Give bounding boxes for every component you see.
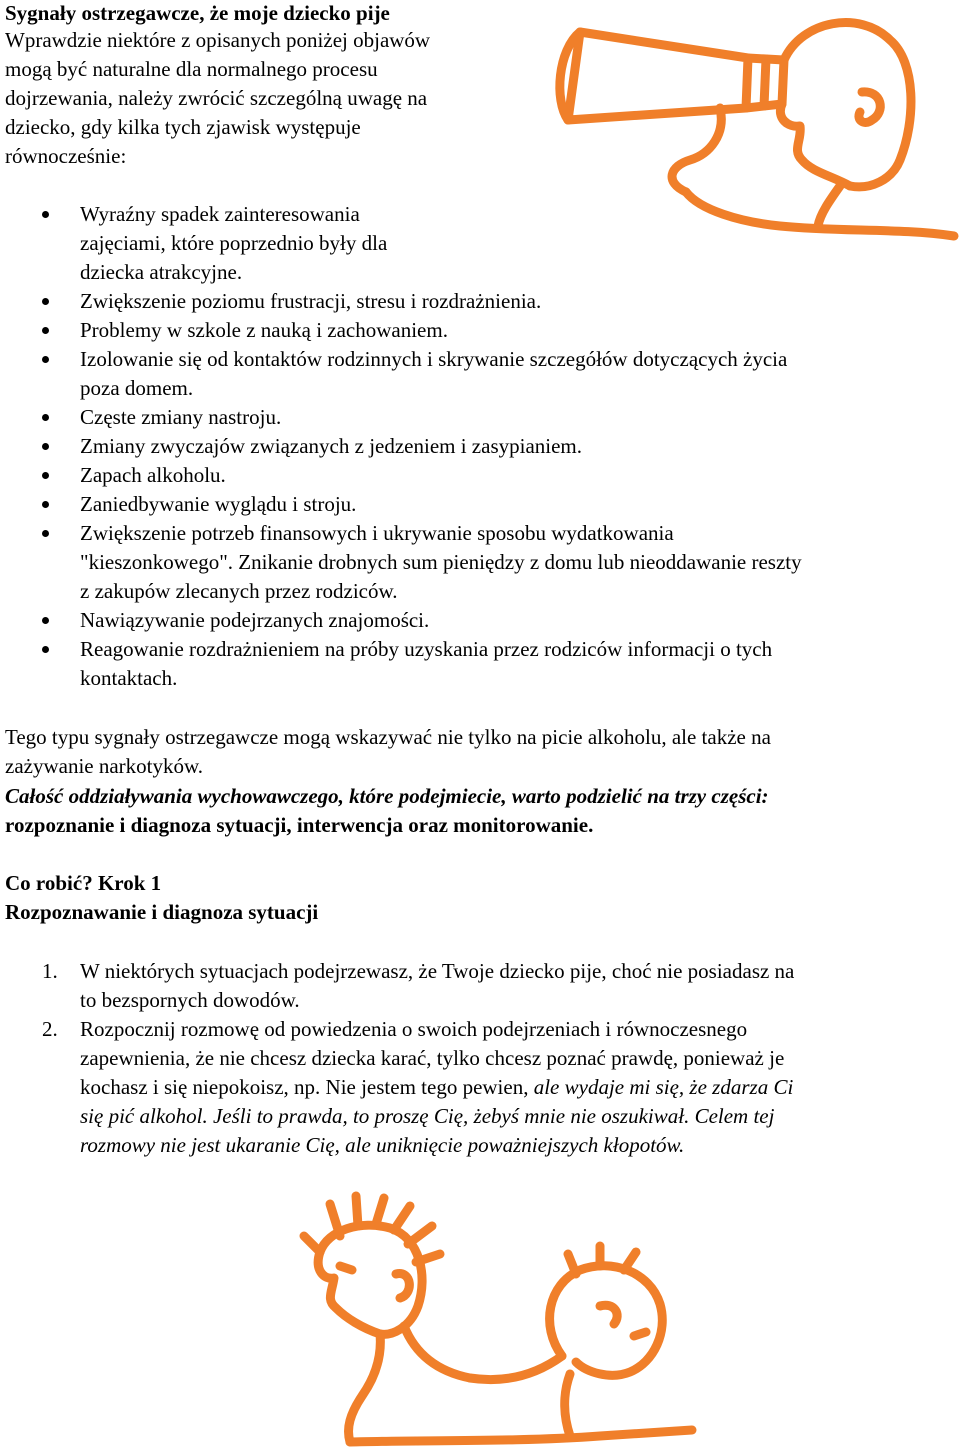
step-text: Rozpocznij rozmowę od powiedzenia o swoich podejrzeniach i równoczesnego xyxy=(80,1017,748,1041)
list-item-continued: "kieszonkowego". Znikanie drobnych sum pieniędzy z domu lub nieoddawanie reszty xyxy=(80,550,802,574)
summary-italic: Całość oddziaływania wychowawczego, które podejmiecie, warto podzielić na trzy części: xyxy=(5,784,769,808)
list-item: Zmiany zwyczajów związanych z jedzeniem i zasypianiem. xyxy=(80,434,583,458)
bullet-icon xyxy=(42,443,49,450)
list-item: Nawiązywanie podejrzanych znajomości. xyxy=(80,608,430,632)
bullet-icon xyxy=(42,472,49,479)
list-item: Reagowanie rozdrażnieniem na próby uzyskania przez rodziców informacji o tych xyxy=(80,637,773,661)
step-text-quote: rozmowy nie jest ukaranie Cię, ale uniknięcie poważniejszych kłopotów. xyxy=(80,1133,685,1157)
list-item: Zwiększenie potrzeb finansowych i ukrywanie sposobu wydatkowania xyxy=(80,521,674,545)
step-subheading: Rozpoznawanie i diagnoza sytuacji xyxy=(5,900,319,924)
list-item: Izolowanie się od kontaktów rodzinnych i skrywanie szczegółów dotyczących życia xyxy=(80,347,788,371)
bullet-icon xyxy=(42,211,49,218)
intro-line: mogą być naturalne dla normalnego procesu xyxy=(5,57,378,81)
list-item: Problemy w szkole z nauką i zachowaniem. xyxy=(80,318,448,342)
list-item-continued: poza domem. xyxy=(80,376,194,400)
bullet-icon xyxy=(42,356,49,363)
step-text-plain: kochasz i się niepokoisz, np. Nie jestem tego pewien, xyxy=(80,1075,534,1099)
note-paragraph-continued: zażywanie narkotyków. xyxy=(5,754,204,778)
list-item-continued: dziecka atrakcyjne. xyxy=(80,260,243,284)
bullet-icon xyxy=(42,530,49,537)
bullet-icon xyxy=(42,414,49,421)
intro-line: Wprawdzie niektóre z opisanych poniżej objawów xyxy=(5,28,431,52)
step-text: W niektórych sytuacjach podejrzewasz, że Twoje dziecko pije, choć nie posiadasz na xyxy=(80,959,795,983)
list-item-continued: z zakupów zlecanych przez rodziców. xyxy=(80,579,398,603)
step-number: 2. xyxy=(42,1017,58,1041)
list-item: Częste zmiany nastroju. xyxy=(80,405,282,429)
bullet-icon xyxy=(42,617,49,624)
bullet-icon xyxy=(42,298,49,305)
list-item-continued: kontaktach. xyxy=(80,666,178,690)
list-item: Zwiększenie poziomu frustracji, stresu i rozdrażnienia. xyxy=(80,289,542,313)
step-text-continued xyxy=(80,1073,793,1102)
step-text-quote: ale wydaje mi się, że zdarza Ci xyxy=(533,1075,794,1099)
page-title: Sygnały ostrzegawcze, że moje dziecko pije xyxy=(5,1,390,25)
step-text-continued: zapewnienia, że nie chcesz dziecka karać, tylko chcesz poznać prawdę, ponieważ je xyxy=(80,1046,785,1070)
note-paragraph: Tego typu sygnały ostrzegawcze mogą wskazywać nie tylko na picie alkoholu, ale także na xyxy=(5,725,771,749)
intro-line: dziecko, gdy kilka tych zjawisk występuje xyxy=(5,115,361,139)
list-item: Wyraźny spadek zainteresowania xyxy=(80,202,360,226)
step-text-continued: to bezspornych dowodów. xyxy=(80,988,300,1012)
bullet-icon xyxy=(42,501,49,508)
summary-bold: rozpoznanie i diagnoza sytuacji, interwencja oraz monitorowanie. xyxy=(5,813,594,837)
intro-line: dojrzewania, należy zwrócić szczególną uwagę na xyxy=(5,86,428,110)
telescope-observer-illustration xyxy=(540,0,960,250)
list-item-continued: zajęciami, które poprzednio były dla xyxy=(80,231,388,255)
step-heading: Co robić? Krok 1 xyxy=(5,871,162,895)
parent-child-illustration xyxy=(300,1196,700,1446)
step-text-quote: się pić alkohol. Jeśli to prawda, to proszę Cię, żebyś mnie nie oszukiwał. Celem tej xyxy=(80,1104,775,1128)
bullet-icon xyxy=(42,646,49,653)
intro-line: równocześnie: xyxy=(5,144,127,168)
list-item: Zapach alkoholu. xyxy=(80,463,226,487)
step-number: 1. xyxy=(42,959,58,983)
bullet-icon xyxy=(42,327,49,334)
list-item: Zaniedbywanie wyglądu i stroju. xyxy=(80,492,357,516)
